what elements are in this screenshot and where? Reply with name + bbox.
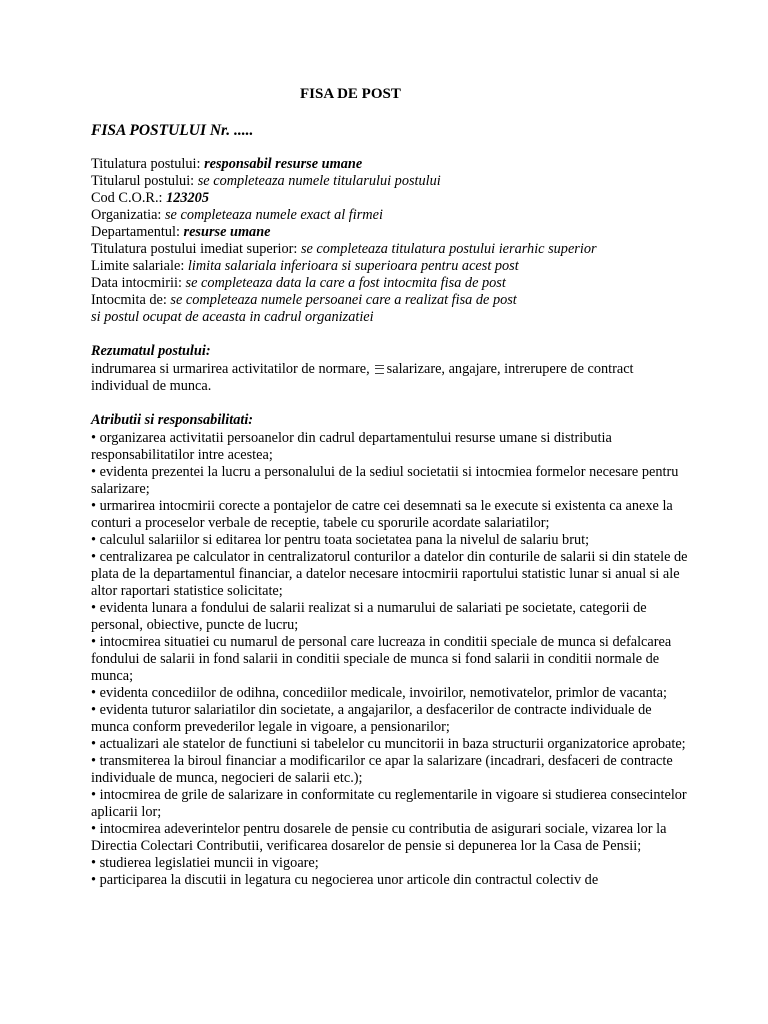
- summary-text-after: salarizare, angajare, intrerupere de contract individual de munca.: [91, 361, 634, 394]
- list-item: [91, 634, 691, 685]
- field-value: se completeaza numele titularului postului: [197, 173, 441, 189]
- list-item-text: actualizari ale statelor de functiuni si tabelelor cu muncitorii in baza structurii organizatorice aprobate;: [99, 736, 686, 752]
- bullet-icon: •: [91, 872, 97, 888]
- responsibilities-heading: Atributii si responsabilitati:: [91, 412, 254, 428]
- summary-text-before: indrumarea si urmarirea activitatilor de normare,: [91, 361, 370, 377]
- summary-text: [91, 361, 691, 395]
- bullet-icon: •: [91, 855, 97, 871]
- field-intocmita-de: [91, 292, 691, 309]
- list-item-text: organizarea activitatii persoanelor din cadrul departamentului resurse umane si distributia responsabilitatilor intre acestea;: [91, 430, 612, 463]
- field-label: Titulatura postului imediat superior:: [91, 241, 298, 257]
- summary-heading: Rezumatul postului:: [91, 343, 211, 359]
- field-value: 123205: [166, 190, 209, 206]
- field-label: Intocmita de:: [91, 292, 167, 308]
- field-titulatura: [91, 156, 691, 173]
- field-label: Data intocmirii:: [91, 275, 182, 291]
- bullet-icon: •: [91, 685, 97, 701]
- bullet-icon: •: [91, 498, 97, 514]
- field-cod-cor: [91, 190, 691, 207]
- list-item-text: evidenta concediilor de odihna, concediilor medicale, invoirilor, nemotivatelor, primlor de vacanta;: [99, 685, 667, 701]
- bullet-icon: •: [91, 600, 97, 616]
- document-title: FISA DE POST: [300, 86, 401, 102]
- list-item: [91, 600, 691, 634]
- list-item: [91, 855, 691, 872]
- bullet-icon: •: [91, 464, 97, 480]
- field-label: Organizatia:: [91, 207, 162, 223]
- list-item-text: calculul salariilor si editarea lor pentru toata societatea pana la nivelul de salariu brut;: [99, 532, 590, 548]
- list-item-text: centralizarea pe calculator in centralizatorul conturilor a datelor din conturile de salarii si din statele de plata de la departamentul financiar, a datelor necesare intocmirii raportului statistic lunar si anual si ale altor raportari statistice solicitate;: [91, 549, 688, 599]
- list-item-text: intocmirea de grile de salarizare in conformitate cu reglementarile in vigoare si studierea consecintelor aplicarii lor;: [91, 787, 687, 820]
- list-item: [91, 872, 691, 889]
- post-fields: [91, 156, 691, 326]
- field-label: Departamentul:: [91, 224, 180, 240]
- list-item: [91, 685, 691, 702]
- bullet-icon: •: [91, 702, 97, 718]
- field-titular: [91, 173, 691, 190]
- list-item-text: evidenta lunara a fondului de salarii realizat si a numarului de salariati pe societate, categorii de personal, obiective, puncte de lucru;: [91, 600, 647, 633]
- field-organizatia: [91, 207, 691, 224]
- field-value: se completeaza data la care a fost intocmita fisa de post: [185, 275, 506, 291]
- bullet-icon: •: [91, 821, 97, 837]
- list-item: [91, 702, 691, 736]
- field-label: Cod C.O.R.:: [91, 190, 163, 206]
- list-item-text: urmarirea intocmirii corecte a pontajelor de catre cei desemnati sa le execute si existenta ca anexe la conturi a proceselor verbale de receptie, tabele cu sporurile acordate salariatilor;: [91, 498, 673, 531]
- list-item: [91, 430, 691, 464]
- field-label: Titulatura postului:: [91, 156, 201, 172]
- list-item: [91, 736, 691, 753]
- list-item: [91, 787, 691, 821]
- list-item-text: intocmirea adeverintelor pentru dosarele de pensie cu contributia de asigurari sociale, vizarea lor la Directia Colectari Contributii, verificarea dosarelor de pensie si depunerea lor la Casa de Pensii;: [91, 821, 667, 854]
- list-item-text: participarea la discutii in legatura cu negocierea unor articole din contractul colectiv de: [99, 872, 599, 888]
- field-value: se completeaza numele persoanei care a realizat fisa de post: [170, 292, 517, 308]
- document-icon: [375, 365, 384, 374]
- field-label: Titularul postului:: [91, 173, 195, 189]
- field-value: se completeaza numele exact al firmei: [164, 207, 383, 223]
- list-item-text: transmiterea la biroul financiar a modificarilor ce apar la salarizare (incadrari, desfaceri de contracte individuale de munca, negocieri de salarii etc.);: [91, 753, 673, 786]
- field-value: resurse umane: [183, 224, 271, 240]
- bullet-icon: •: [91, 549, 97, 565]
- field-departamentul: [91, 224, 691, 241]
- field-value: responsabil resurse umane: [204, 156, 363, 172]
- document-body: [91, 84, 691, 889]
- document-subtitle: FISA POSTULUI Nr. .....: [91, 122, 254, 139]
- field-value: limita salariala inferioara si superioara pentru acest post: [187, 258, 519, 274]
- list-item: [91, 753, 691, 787]
- bullet-icon: •: [91, 736, 97, 752]
- field-superior: [91, 241, 691, 258]
- field-limite-salariale: [91, 258, 691, 275]
- list-item: [91, 464, 691, 498]
- field-continuation: si postul ocupat de aceasta in cadrul organizatiei: [91, 309, 374, 325]
- list-item: [91, 498, 691, 532]
- list-item: [91, 532, 691, 549]
- bullet-icon: •: [91, 634, 97, 650]
- field-data-intocmirii: [91, 275, 691, 292]
- field-label: Limite salariale:: [91, 258, 185, 274]
- list-item-text: evidenta prezentei la lucru a personalului de la sediul societatii si intocmiea formelor necesare pentru salarizare;: [91, 464, 679, 497]
- field-value: se completeaza titulatura postului ierarhic superior: [300, 241, 597, 257]
- bullet-icon: •: [91, 753, 97, 769]
- list-item: [91, 821, 691, 855]
- bullet-icon: •: [91, 532, 97, 548]
- list-item: [91, 549, 691, 600]
- list-item-text: studierea legislatiei muncii in vigoare;: [99, 855, 319, 871]
- responsibilities-list: [91, 430, 691, 889]
- bullet-icon: •: [91, 430, 97, 446]
- list-item-text: evidenta tuturor salariatilor din societate, a angajarilor, a desfacerilor de contracte individuale de munca conform prevederilor legale in vigoare, a pensionarilor;: [91, 702, 652, 735]
- list-item-text: intocmirea situatiei cu numarul de personal care lucreaza in conditii speciale de munca si defalcarea fondului de salarii in fond salarii in conditii speciale de munca si fond salarii in conditii normale de munca;: [91, 634, 672, 684]
- bullet-icon: •: [91, 787, 97, 803]
